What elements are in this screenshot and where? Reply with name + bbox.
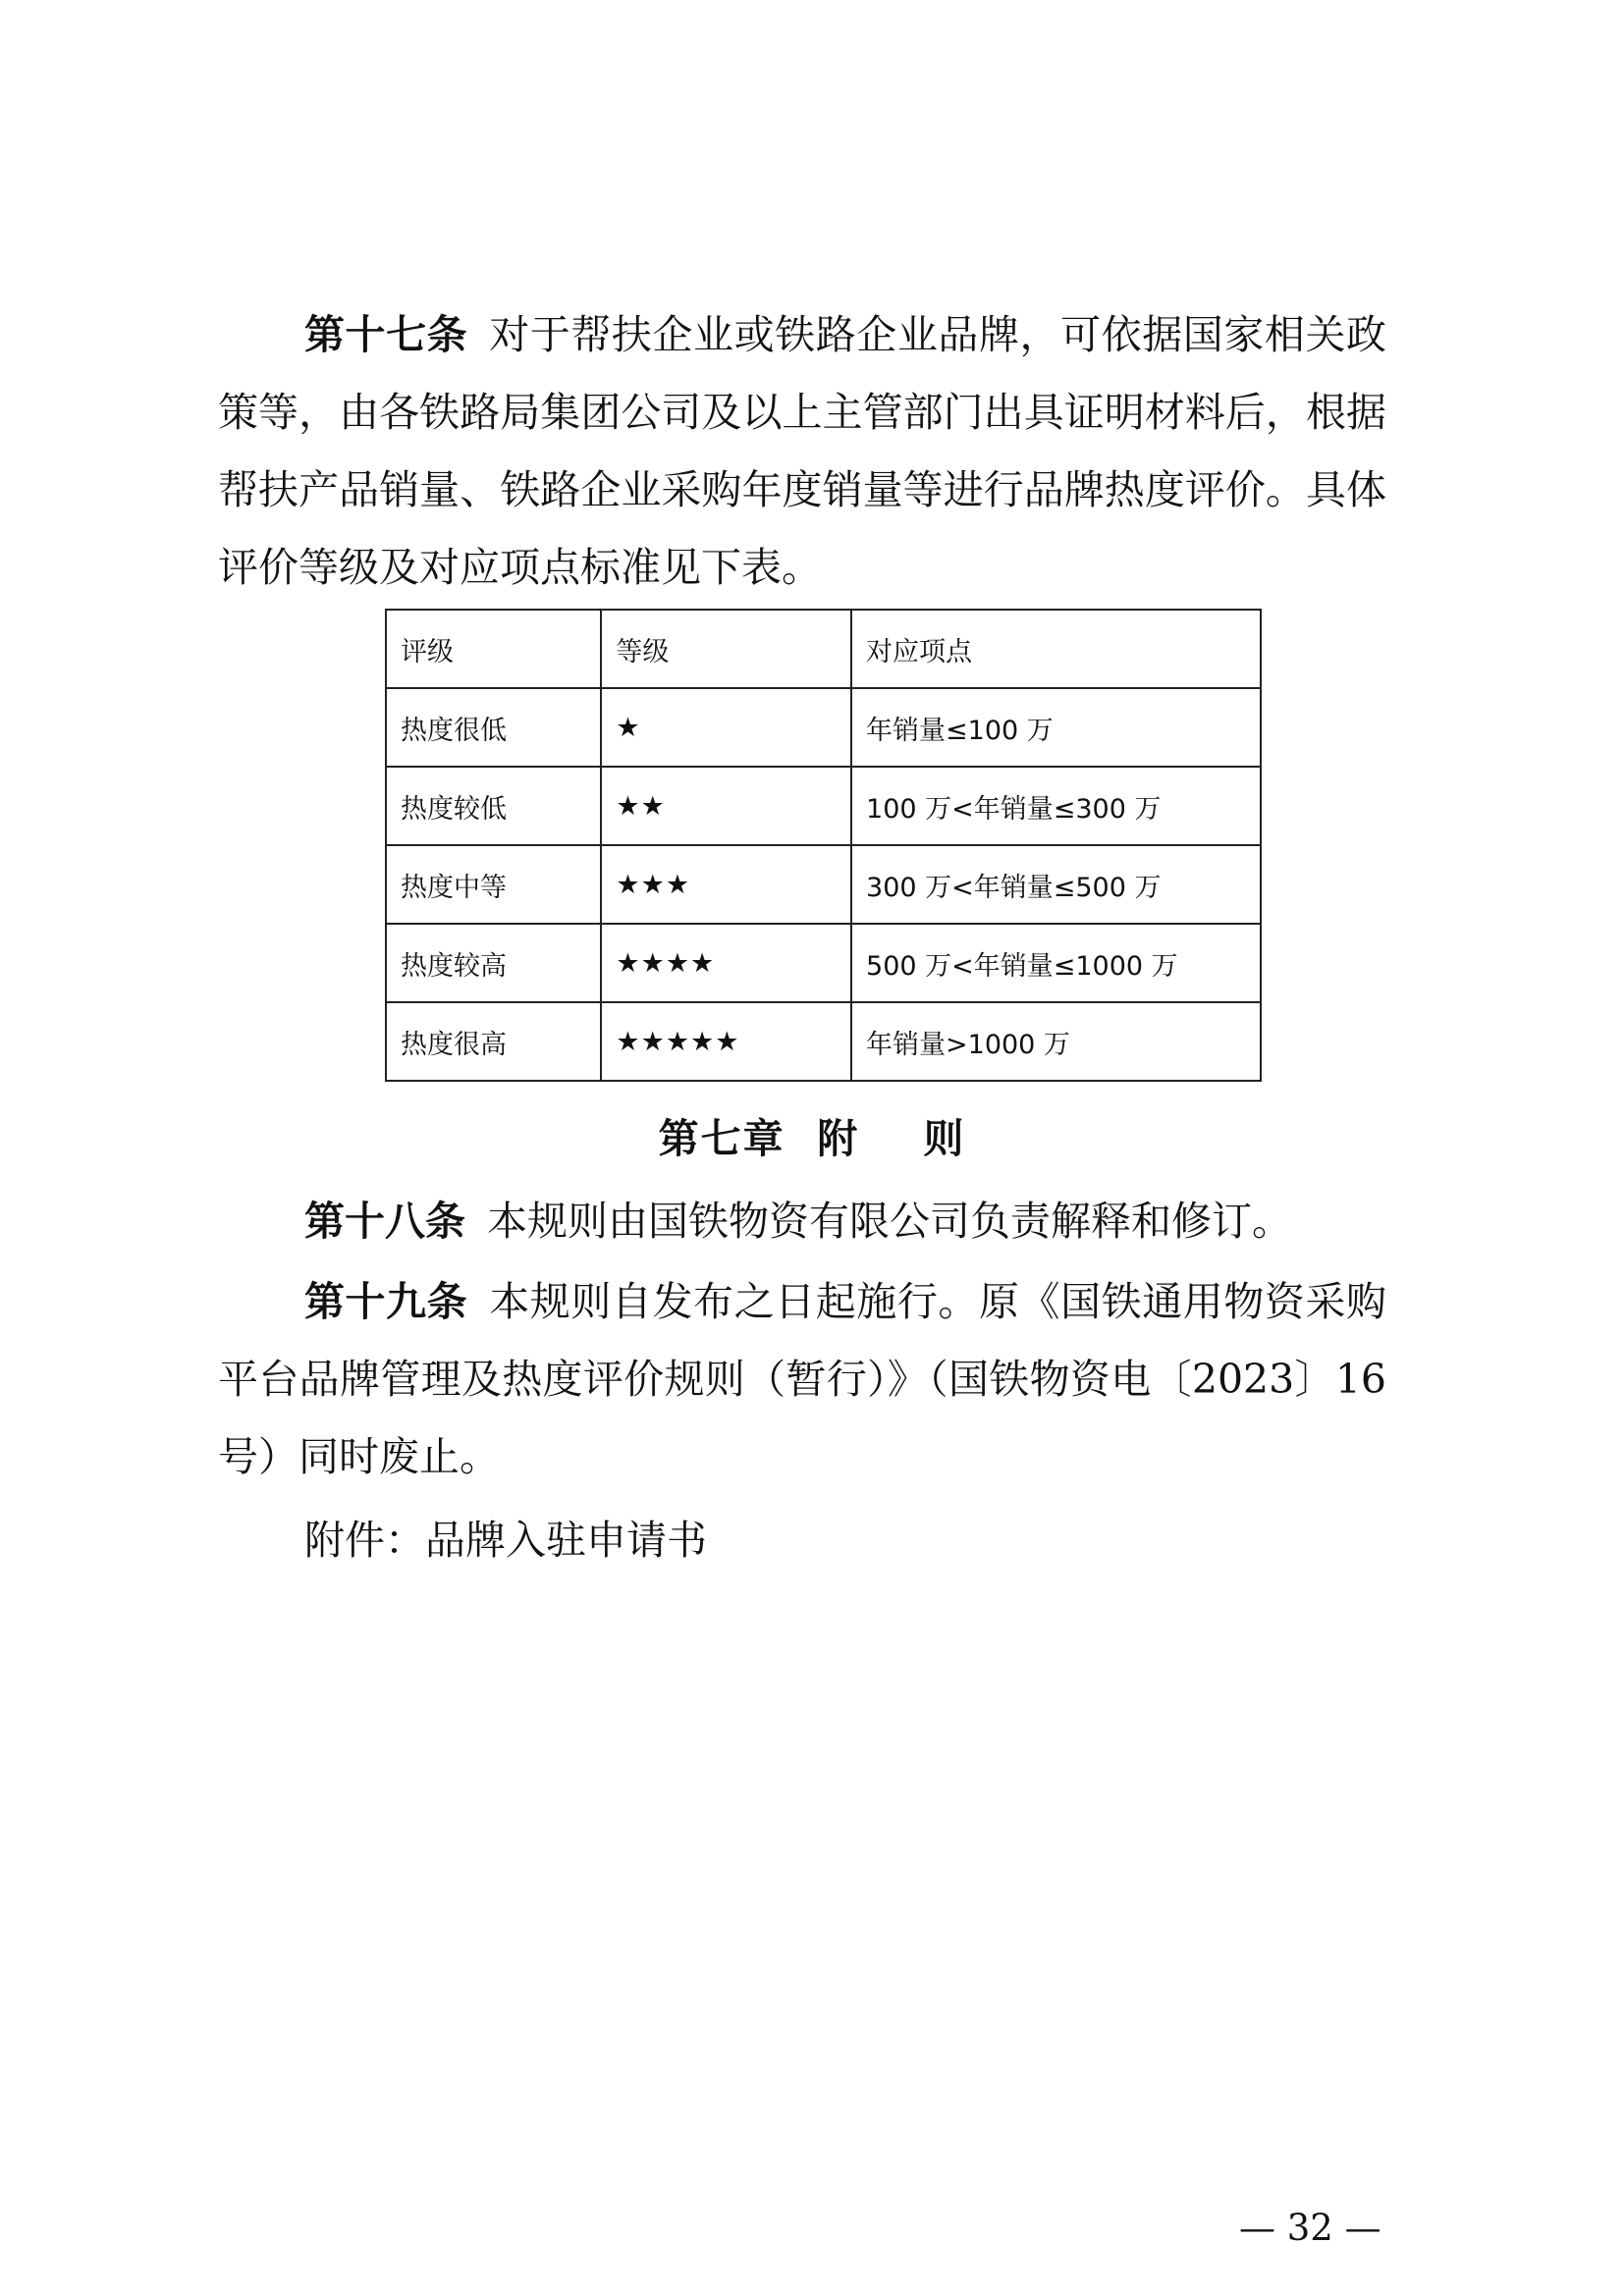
star-level-cell: ★★★★★ xyxy=(601,1002,851,1081)
criteria-cell: 100 万<年销量≤300 万 xyxy=(851,767,1261,845)
article-17-label: 第十七条 xyxy=(304,311,468,358)
table-header-row xyxy=(386,610,1261,688)
criteria-cell: 500 万<年销量≤1000 万 xyxy=(851,924,1261,1002)
article-17-text: 对于帮扶企业或铁路企业品牌，可依据国家相关政策等，由各铁路局集团公司及以上主管部门出具证明材料后，根据帮扶产品销量、铁路企业采购年度销量等进行品牌热度评价。具体评价等级及对应项点标准见下表。 xyxy=(218,311,1387,591)
table-row xyxy=(386,688,1261,767)
criteria-cell: 年销量>1000 万 xyxy=(851,1002,1261,1081)
header-rating: 评级 xyxy=(386,610,601,688)
table-row xyxy=(386,924,1261,1002)
article-19-text: 本规则自发布之日起施行。原《国铁通用物资采购平台品牌管理及热度评价规则（暂行）》（国铁物资电〔2023〕16 号）同时废止。 xyxy=(218,1278,1387,1480)
criteria-cell: 300 万<年销量≤500 万 xyxy=(851,845,1261,924)
star-level-cell: ★ xyxy=(601,688,851,767)
table-row xyxy=(386,767,1261,845)
rating-cell: 热度很低 xyxy=(386,688,601,767)
header-criteria: 对应项点 xyxy=(851,610,1261,688)
page-number: — 32 — xyxy=(1239,2207,1381,2249)
article-18 xyxy=(218,1183,1386,1260)
brand-heat-rating-table xyxy=(385,609,1262,1082)
article-19 xyxy=(218,1263,1386,1496)
article-18-label: 第十八条 xyxy=(304,1198,465,1245)
rating-cell: 热度较低 xyxy=(386,767,601,845)
rating-cell: 热度中等 xyxy=(386,845,601,924)
chapter-7-heading: 第七章 附 则 xyxy=(658,1115,966,1162)
star-level-cell: ★★★ xyxy=(601,845,851,924)
star-level-cell: ★★ xyxy=(601,767,851,845)
star-level-cell: ★★★★ xyxy=(601,924,851,1002)
criteria-cell: 年销量≤100 万 xyxy=(851,688,1261,767)
rating-cell: 热度很高 xyxy=(386,1002,601,1081)
attachment-note: 附件：品牌入驻申请书 xyxy=(304,1517,707,1564)
article-18-text: 本规则由国铁物资有限公司负责解释和修订。 xyxy=(487,1198,1292,1245)
article-19-label: 第十九条 xyxy=(304,1278,468,1325)
rating-cell: 热度较高 xyxy=(386,924,601,1002)
header-level: 等级 xyxy=(601,610,851,688)
article-17 xyxy=(218,296,1386,607)
table-row xyxy=(386,845,1261,924)
table-row xyxy=(386,1002,1261,1081)
